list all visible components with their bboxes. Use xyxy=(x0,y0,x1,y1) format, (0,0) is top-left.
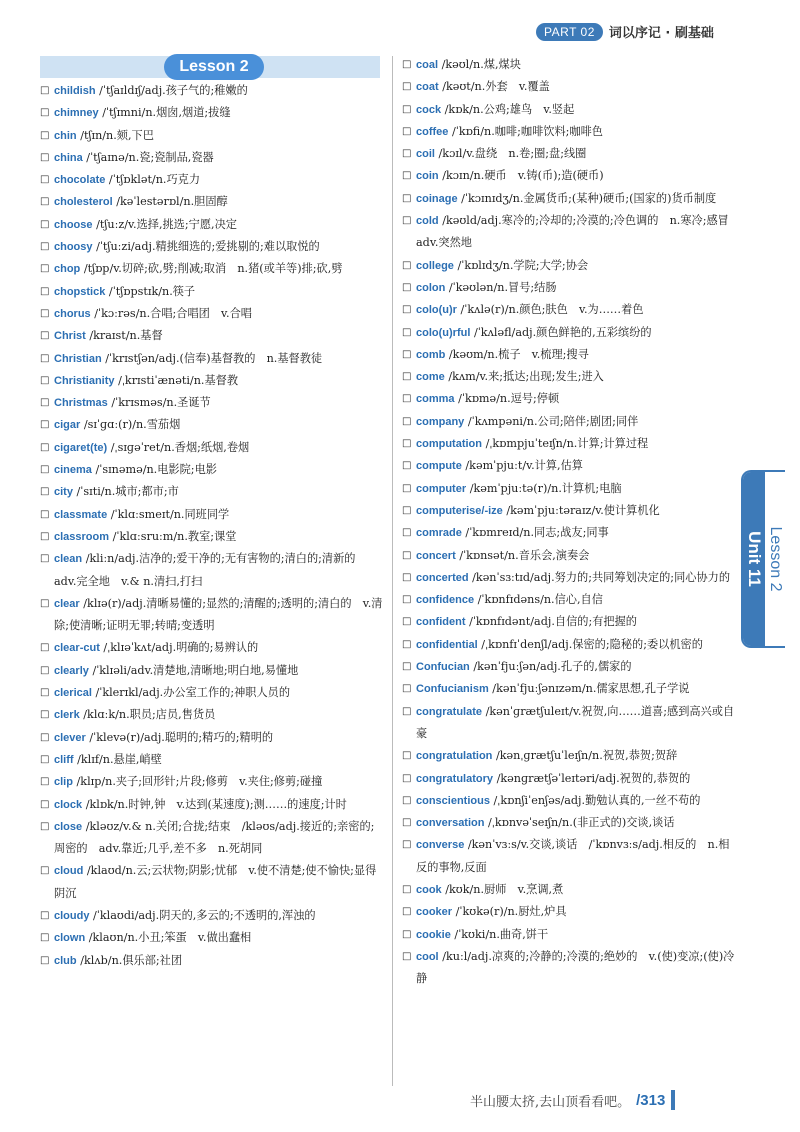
definition: /ˈklaʊdi/adj.阴天的,多云的;不透明的,浑浊的 xyxy=(93,908,316,922)
vocab-entry xyxy=(40,927,385,949)
definition: /kəʊt/n.外套 v.覆盖 xyxy=(442,80,550,94)
definition: /kliːn/adj.洁净的;爱干净的;无有害物的;清白的;清新的 adv.完全地 v.& n.清扫,打扫 xyxy=(54,552,367,588)
headword: Christian xyxy=(54,352,102,365)
page-footer xyxy=(470,1090,675,1110)
headword: Christmas xyxy=(54,397,108,410)
headword: club xyxy=(54,954,77,967)
vocab-entry xyxy=(40,504,385,526)
vocab-entry xyxy=(402,478,740,500)
vocab-entry xyxy=(402,76,740,98)
vocab-entry xyxy=(402,210,740,255)
headword: computation xyxy=(416,438,482,451)
vocab-entry xyxy=(402,522,740,544)
part-badge: PART 02 xyxy=(536,23,603,41)
definition: /ˈkɔːrəs/n.合唱;合唱团 v.合唱 xyxy=(94,306,252,320)
vocab-entry xyxy=(402,188,740,210)
definition: /kənˈfjuːʃənɪzəm/n.儒家思想,孔子学说 xyxy=(492,682,690,696)
headword: chocolate xyxy=(54,174,106,187)
definition: /ˈkʌlə(r)/n.颜色;肤色 v.为……着色 xyxy=(460,303,644,317)
headword: clerk xyxy=(54,709,80,722)
vocab-entry xyxy=(402,411,740,433)
headword: cold xyxy=(416,215,439,228)
definition: /klɑːk/n.职员;店员,售货员 xyxy=(83,708,216,722)
headword: china xyxy=(54,151,83,164)
definition: /ˌkɒmpjuˈteɪʃn/n.计算;计算过程 xyxy=(485,437,649,451)
vocab-entry xyxy=(402,255,740,277)
headword: coin xyxy=(416,170,439,183)
definition: /kuːl/adj.凉爽的;冷静的;冷漠的;绝妙的 v.(使)变凉;(使)冷静 xyxy=(416,949,735,986)
headword: coat xyxy=(416,81,439,94)
headword: compute xyxy=(416,460,462,473)
headword: cloudy xyxy=(54,909,90,922)
lesson-title: Lesson 2 xyxy=(164,54,264,80)
definition: /kɔɪn/n.硬币 v.铸(币);造(硬币) xyxy=(442,169,604,183)
right-word-list xyxy=(402,54,740,990)
vocab-entry xyxy=(402,768,740,790)
vocab-entry xyxy=(40,704,385,726)
vocab-entry xyxy=(40,637,385,659)
definition: /ˈkɒnfɪdənt/adj.自信的;有把握的 xyxy=(469,615,637,629)
headword: company xyxy=(416,415,465,428)
definition: /kʊk/n.厨师 v.烹调,煮 xyxy=(445,882,564,896)
headword: concert xyxy=(416,549,456,562)
vocab-entry xyxy=(402,745,740,767)
vocab-entry xyxy=(40,348,385,370)
footer-motto: 半山腰太挤,去山顶看看吧。 xyxy=(470,1094,631,1110)
vocab-entry xyxy=(40,682,385,704)
headword: coffee xyxy=(416,125,449,138)
vocab-entry xyxy=(402,545,740,567)
definition: /kəʊl/n.煤,煤块 xyxy=(441,58,521,71)
definition: /ˈkɒlɪdʒ/n.学院;大学;协会 xyxy=(457,258,589,272)
headword: chopstick xyxy=(54,285,106,298)
vocab-entry xyxy=(40,147,385,169)
vocab-entry xyxy=(402,344,740,366)
page-header xyxy=(536,22,714,41)
definition: /kʌm/v.来;抵达;出现;发生;进入 xyxy=(448,370,604,384)
vocab-entry xyxy=(402,901,740,923)
definition: /tʃɪn/n.颏,下巴 xyxy=(80,128,154,142)
vocab-entry xyxy=(402,433,740,455)
vocab-entry xyxy=(402,701,740,746)
definition: /ˈkɒmreɪd/n.同志;战友;同事 xyxy=(465,526,609,540)
headword: chimney xyxy=(54,107,99,120)
headword: clerical xyxy=(54,687,92,700)
definition: /kəʊld/adj.寒冷的;冷却的;冷漠的;冷色调的 n.寒冷;感冒 adv.突然地 xyxy=(416,214,741,250)
definition: /ˈtʃɒklət/n.巧克力 xyxy=(108,173,201,187)
headword: childish xyxy=(54,85,96,97)
definition: /ˈkɒnfɪdəns/n.信心,自信 xyxy=(477,593,603,607)
definition: /ˈklɑːsruːm/n.教室;课堂 xyxy=(112,529,237,543)
definition: /klaʊd/n.云;云状物;阴影;忧郁 v.使不清楚;使不愉快;显得阴沉 xyxy=(54,864,377,900)
headword: coinage xyxy=(416,192,458,205)
headword: confidence xyxy=(416,594,475,607)
headword: comma xyxy=(416,393,455,406)
definition: /ˈklerɪkl/adj.办公室工作的;神职人员的 xyxy=(95,686,291,700)
headword: cock xyxy=(416,103,442,116)
headword: colo(u)rful xyxy=(416,326,471,339)
headword: cooker xyxy=(416,906,453,919)
headword: city xyxy=(54,486,73,499)
vocab-entry xyxy=(402,790,740,812)
vocab-entry xyxy=(402,812,740,834)
headword: coal xyxy=(416,59,439,71)
vocab-entry xyxy=(402,54,740,76)
headword: coil xyxy=(416,148,435,161)
definition: /ˈklɑːsmeɪt/n.同班同学 xyxy=(110,507,230,521)
column-divider xyxy=(392,56,393,1086)
section-title: 词以序记 · 刷基础 xyxy=(608,26,714,41)
definition: /kɒk/n.公鸡;雄鸟 v.竖起 xyxy=(444,102,575,116)
definition: /kənˈfjuːʃən/adj.孔子的,儒家的 xyxy=(473,660,632,674)
headword: classmate xyxy=(54,508,108,521)
headword: concerted xyxy=(416,571,469,584)
vocab-entry xyxy=(40,860,385,905)
definition: /klɪə(r)/adj.清晰易懂的;显然的;清醒的;透明的;清白的 v.清除;使清晰;证明无罪;转晴;变透明 xyxy=(54,596,383,633)
definition: /ˈklɪəli/adv.清楚地,清晰地;明白地,易懂地 xyxy=(92,663,299,677)
headword: cook xyxy=(416,883,442,896)
vocab-entry xyxy=(40,816,385,861)
definition: /ˈkʊkə(r)/n.厨灶,炉具 xyxy=(455,905,567,919)
vocab-entry xyxy=(40,593,385,638)
definition: /ˈtʃuːzi/adj.精挑细选的;爱挑剔的;难以取悦的 xyxy=(96,240,320,254)
headword: Christ xyxy=(54,330,86,343)
definition: /kənˈvɜːs/v.交谈,谈话 /ˈkɒnvɜːs/adj.相反的 n.相反的事物,反面 xyxy=(416,838,730,874)
headword: clock xyxy=(54,798,83,811)
headword: Confucianism xyxy=(416,683,489,696)
page-bar xyxy=(671,1090,675,1110)
headword: cool xyxy=(416,950,439,963)
definition: /ˈtʃaɪldɪʃ/adj.孩子气的;稚嫩的 xyxy=(99,84,248,97)
definition: /kənˌɡrætʃuˈleɪʃn/n.祝贺,恭贺;贺辞 xyxy=(495,749,678,763)
definition: /kəmˈpjuːt/v.计算,估算 xyxy=(465,459,583,473)
vocab-entry xyxy=(402,567,740,589)
headword: come xyxy=(416,371,445,384)
vocab-entry xyxy=(40,125,385,147)
vocab-entry xyxy=(402,834,740,879)
vocab-entry xyxy=(40,214,385,236)
vocab-entry xyxy=(40,794,385,816)
headword: conscientious xyxy=(416,794,490,807)
definition: /kənˈsɜːtɪd/adj.努力的;共同筹划决定的;同心协力的 xyxy=(472,570,731,584)
headword: clearly xyxy=(54,664,89,677)
headword: congratulate xyxy=(416,705,483,718)
headword: colo(u)r xyxy=(416,304,457,317)
definition: /tʃuːz/v.选择,挑选;宁愿,决定 xyxy=(96,217,237,231)
headword: converse xyxy=(416,839,465,852)
vocab-entry xyxy=(40,771,385,793)
vocab-entry xyxy=(40,325,385,347)
vocab-entry xyxy=(40,950,385,972)
vocab-entry xyxy=(40,303,385,325)
definition: /klʌb/n.俱乐部;社团 xyxy=(80,953,183,967)
vocab-entry xyxy=(40,727,385,749)
definition: /ˈtʃaɪnə/n.瓷;瓷制品,瓷器 xyxy=(86,150,214,164)
vocab-entry xyxy=(40,459,385,481)
definition: /kɔɪl/v.盘绕 n.卷;圈;盘;线圈 xyxy=(438,147,587,161)
vocab-entry xyxy=(402,924,740,946)
vocab-entry xyxy=(40,80,385,102)
headword: clever xyxy=(54,731,86,744)
definition: /tʃɒp/v.切碎;砍,劈;削减;取消 n.猪(或羊等)排;砍,劈 xyxy=(83,262,343,276)
headword: choosy xyxy=(54,241,93,254)
definition: /ˈklevə(r)/adj.聪明的;精巧的;精明的 xyxy=(89,730,274,744)
headword: computer xyxy=(416,482,467,495)
definition: /ˈkʊki/n.曲奇,饼干 xyxy=(454,927,549,941)
definition: /kənˈɡrætʃuleɪt/v.祝贺,向……道喜;感到高兴或自豪 xyxy=(416,704,735,740)
headword: cliff xyxy=(54,753,74,766)
vocab-entry xyxy=(402,589,740,611)
vocab-entry xyxy=(40,749,385,771)
vocab-entry xyxy=(402,455,740,477)
definition: /kəmˈpjuːtə(r)/n.计算机;电脑 xyxy=(469,481,622,495)
definition: /ˈkɒnsət/n.音乐会,演奏会 xyxy=(459,548,590,562)
headword: cinema xyxy=(54,464,92,477)
headword: cigar xyxy=(54,419,81,432)
vocab-entry xyxy=(402,165,740,187)
definition: /ˌkɒnvəˈseɪʃn/n.(非正式的)交谈,谈话 xyxy=(488,816,675,830)
definition: /kəmˈpjuːtəraɪz/v.使计算机化 xyxy=(506,503,660,517)
vocab-entry xyxy=(402,322,740,344)
vocab-entry xyxy=(402,99,740,121)
definition: /ˌsɪɡəˈret/n.香烟;纸烟,卷烟 xyxy=(110,440,250,454)
headword: classroom xyxy=(54,530,110,543)
headword: computerise/-ize xyxy=(416,504,503,517)
vocab-entry xyxy=(40,905,385,927)
vocab-entry xyxy=(40,414,385,436)
headword: clear xyxy=(54,597,80,610)
vocab-entry xyxy=(402,388,740,410)
vocab-entry xyxy=(40,481,385,503)
lesson-label: Lesson 2 xyxy=(767,526,784,592)
headword: clean xyxy=(54,553,83,566)
definition: /ˈkəʊlən/n.冒号;结肠 xyxy=(448,280,557,294)
headword: close xyxy=(54,820,83,833)
definition: /kraɪst/n.基督 xyxy=(89,329,163,343)
definition: /kəʊm/n.梳子 v.梳理;搜寻 xyxy=(448,347,589,361)
left-word-list xyxy=(40,80,385,972)
vocab-entry xyxy=(402,366,740,388)
vocab-entry xyxy=(402,879,740,901)
definition: /ˈtʃɪmni/n.烟囱,烟道;拔缝 xyxy=(102,106,231,120)
definition: /klaʊn/n.小丑;笨蛋 v.做出蠢相 xyxy=(88,931,252,945)
headword: chin xyxy=(54,129,77,142)
headword: choose xyxy=(54,218,93,231)
definition: /klɪf/n.悬崖,峭壁 xyxy=(77,752,162,766)
definition: /kənɡrætʃəˈleɪtəri/adj.祝贺的,恭贺的 xyxy=(496,771,691,785)
definition: /ˈkɒmə/n.逗号;停顿 xyxy=(458,392,560,406)
vocab-entry xyxy=(402,946,740,991)
headword: clown xyxy=(54,932,86,945)
definition: /ˈsɪnəmə/n.电影院;电影 xyxy=(95,463,217,477)
definition: /ˌkrɪstiˈænəti/n.基督教 xyxy=(118,373,239,387)
definition: /ˈkrɪsməs/n.圣诞节 xyxy=(111,396,211,410)
definition: /ˈkʌmpəni/n.公司;陪伴;剧团;同伴 xyxy=(467,414,639,428)
headword: confidential xyxy=(416,638,478,651)
vocab-entry xyxy=(402,634,740,656)
definition: /ˈkʌləfl/adj.颜色鲜艳的,五彩缤纷的 xyxy=(473,325,652,339)
vocab-entry xyxy=(402,143,740,165)
definition: /kləʊz/v.& n.关闭;合拢;结束 /kləʊs/adj.接近的;亲密的;周密的 adv.靠近;几乎,差不多 n.死胡同 xyxy=(54,819,375,856)
headword: congratulatory xyxy=(416,772,494,785)
vocab-entry xyxy=(40,102,385,124)
headword: chorus xyxy=(54,307,91,320)
vocab-entry xyxy=(402,678,740,700)
vocab-entry xyxy=(40,437,385,459)
vocab-entry xyxy=(40,548,385,593)
headword: clear-cut xyxy=(54,642,100,655)
vocab-entry xyxy=(40,191,385,213)
headword: cigaret(te) xyxy=(54,441,108,454)
headword: comrade xyxy=(416,527,462,540)
definition: /ˈkrɪstʃən/adj.(信奉)基督教的 n.基督教徒 xyxy=(105,351,323,365)
headword: college xyxy=(416,259,454,272)
vocab-entry xyxy=(402,121,740,143)
vocab-entry xyxy=(402,500,740,522)
vocab-entry xyxy=(40,392,385,414)
headword: confident xyxy=(416,616,466,629)
definition: /ˌklɪəˈkʌt/adj.明确的;易辨认的 xyxy=(103,641,259,655)
page-number: /313 xyxy=(636,1091,666,1109)
definition: /sɪˈɡɑː(r)/n.雪茄烟 xyxy=(83,418,181,432)
definition: /ˈsɪti/n.城市;都市;市 xyxy=(76,485,179,499)
vocab-entry xyxy=(40,281,385,303)
headword: cloud xyxy=(54,865,84,878)
headword: colon xyxy=(416,281,446,294)
headword: cookie xyxy=(416,928,451,941)
vocab-entry xyxy=(40,236,385,258)
headword: clip xyxy=(54,776,73,789)
definition: /ˈkɔɪnɪdʒ/n.金属货币;(某种)硬币;(国家的)货币制度 xyxy=(461,191,717,205)
headword: chop xyxy=(54,263,81,276)
definition: /ˌkɒnfɪˈdenʃl/adj.保密的;隐秘的;委以机密的 xyxy=(481,637,703,651)
vocab-entry xyxy=(40,660,385,682)
vocab-entry xyxy=(402,277,740,299)
headword: conversation xyxy=(416,817,485,830)
vocab-entry xyxy=(402,656,740,678)
headword: congratulation xyxy=(416,750,493,763)
definition: /klɪp/n.夹子;回形针;片段;修剪 v.夹住;修剪;碰撞 xyxy=(76,775,323,789)
definition: /ˈkɒfi/n.咖啡;咖啡饮料;咖啡色 xyxy=(451,124,603,138)
vocab-entry xyxy=(40,258,385,280)
vocab-entry xyxy=(40,526,385,548)
headword: cholesterol xyxy=(54,196,113,209)
vocab-entry xyxy=(40,169,385,191)
vocab-entry xyxy=(402,611,740,633)
unit-label: Unit 11 xyxy=(745,531,764,587)
unit-side-tab xyxy=(741,470,785,648)
definition: /klɒk/n.时钟,钟 v.达到(某速度);测……的速度;计时 xyxy=(85,797,347,811)
headword: Christianity xyxy=(54,374,115,387)
definition: /kəˈlestərɒl/n.胆固醇 xyxy=(116,195,228,209)
headword: Confucian xyxy=(416,661,470,674)
definition: /ˈtʃɒpstɪk/n.筷子 xyxy=(108,284,196,298)
vocab-entry xyxy=(40,370,385,392)
vocab-entry xyxy=(402,299,740,321)
headword: comb xyxy=(416,348,446,361)
definition: /ˌkɒnʃiˈenʃəs/adj.勤勉认真的,一丝不苟的 xyxy=(493,793,701,807)
